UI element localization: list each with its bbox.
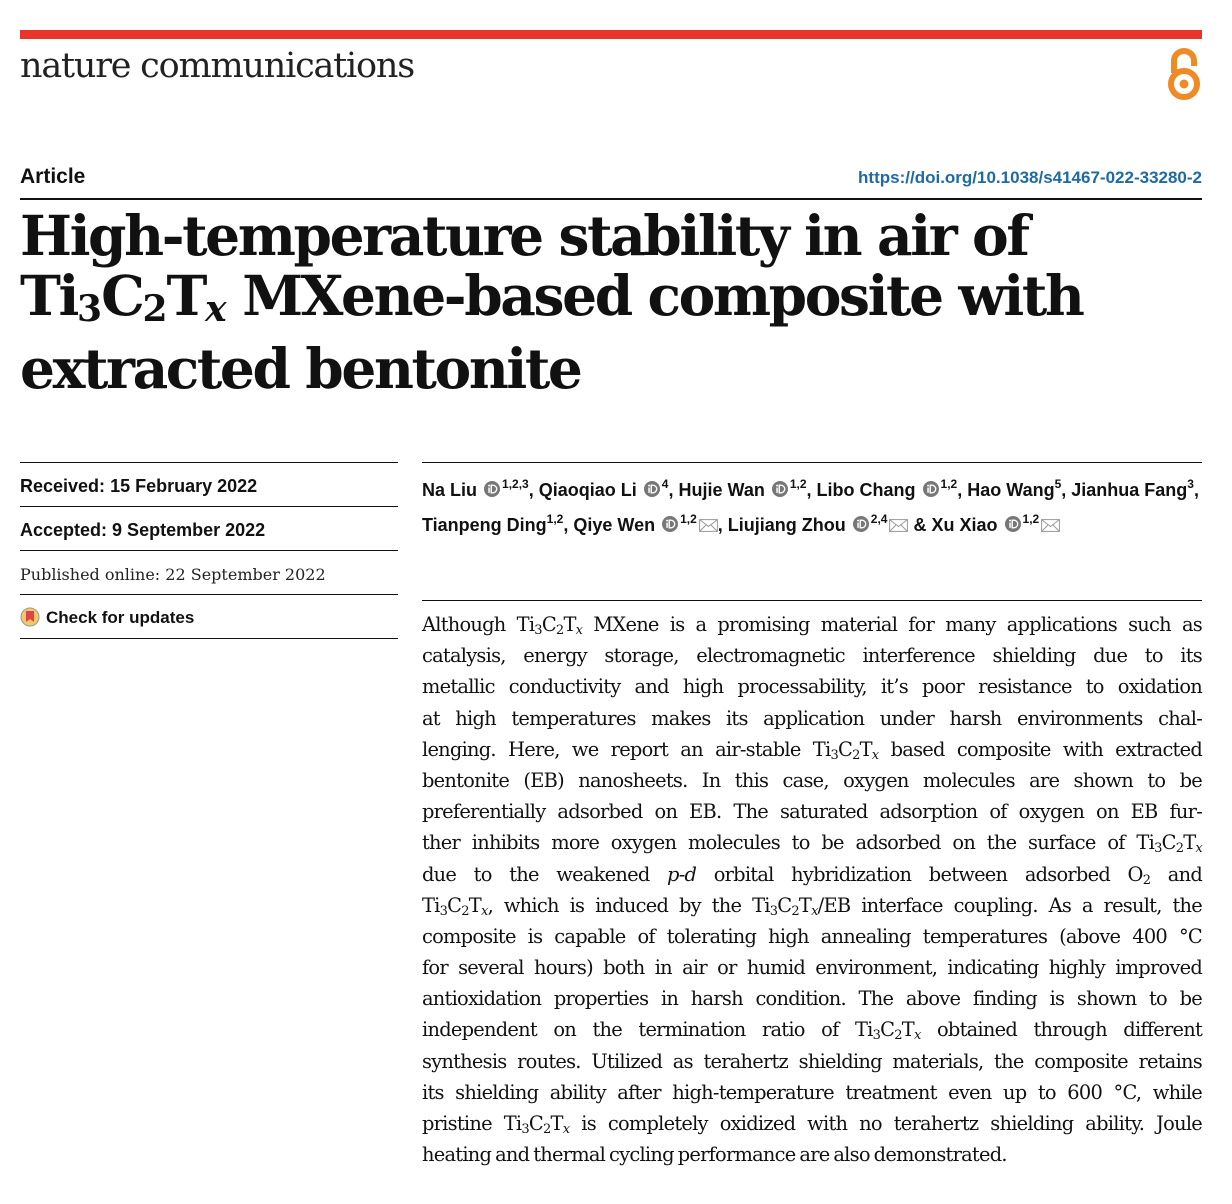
check-for-updates-button[interactable]: Check for updates bbox=[20, 594, 398, 638]
author-affiliation: 2,4 bbox=[870, 512, 888, 526]
author[interactable] bbox=[967, 477, 1062, 500]
abstract-line: independent on the termination ratio of $Ti_3C_2T_x$ obtained through different bbox=[422, 1018, 1202, 1044]
mail-icon[interactable] bbox=[699, 519, 718, 532]
abstract-line: synthesis routes. Utilized as terahertz shielding materials, the composite retains bbox=[422, 1049, 1202, 1073]
mail-icon[interactable] bbox=[889, 519, 908, 532]
author-affiliation: 1,2 bbox=[546, 512, 564, 526]
abstract bbox=[422, 609, 1202, 1170]
author-affiliation: 1,2 bbox=[680, 512, 697, 526]
abstract-line: Although $Ti_3C_2T_x$ MXene is a promising material for many applications such as bbox=[422, 613, 1202, 638]
mail-icon[interactable] bbox=[1041, 519, 1060, 532]
orcid-icon[interactable] bbox=[644, 481, 660, 497]
author-affiliation: 5 bbox=[1054, 477, 1062, 491]
abstract-line: $Ti_3C_2T_x$, which is induced by the $Ti_3C_2T_x/EB$ interface coupling. As a result, the bbox=[422, 893, 1202, 919]
author-name: Qiaoqiao Li bbox=[538, 480, 637, 500]
orcid-icon[interactable] bbox=[484, 481, 500, 497]
author-affiliation: 1,2 bbox=[940, 477, 958, 491]
open-access-icon bbox=[1162, 44, 1206, 104]
accepted-date: Accepted: 9 September 2022 bbox=[20, 506, 398, 550]
author[interactable] bbox=[931, 512, 1061, 535]
abstract-top-rule bbox=[422, 600, 1202, 601]
abstract-line: due to the weakened p-d orbital hybridization between adsorbed $O_2$ and bbox=[422, 862, 1202, 888]
abstract-line: catalysis, energy storage, electromagnetic interference shielding due to its bbox=[422, 644, 1202, 668]
author-name: Libo Chang bbox=[816, 480, 916, 500]
author[interactable] bbox=[816, 477, 958, 500]
authors-top-rule bbox=[422, 462, 1202, 463]
abstract-line: lenging. Here, we report an air-stable $Ti_3C_2T_x$ based composite with extracted bbox=[422, 737, 1202, 763]
author[interactable] bbox=[727, 512, 909, 535]
author[interactable] bbox=[422, 477, 529, 500]
published-date: Published online: 22 September 2022 bbox=[20, 550, 398, 594]
author[interactable] bbox=[538, 477, 669, 500]
author[interactable] bbox=[1071, 477, 1194, 500]
abstract-line: pristine $Ti_3C_2T_x$ is completely oxidized with no terahertz shielding ability. Joule bbox=[422, 1112, 1203, 1137]
dates-bottom-rule bbox=[20, 638, 398, 639]
abstract-line: bentonite (EB) nanosheets. In this case, oxygen molecules are shown to be bbox=[422, 768, 1202, 792]
orcid-icon[interactable] bbox=[772, 481, 788, 497]
author-name: Xu Xiao bbox=[931, 515, 998, 535]
author-affiliation: 1,2 bbox=[1022, 512, 1040, 526]
abstract-line: at high temperatures makes its application under harsh environments chal- bbox=[422, 706, 1202, 730]
abstract-line: its shielding ability after high-temperature treatment even up to 600 °C, while bbox=[422, 1080, 1202, 1104]
author-name: Na Liu bbox=[422, 480, 478, 500]
abstract-line: preferentially adsorbed on EB. The saturated adsorption of oxygen on EB fur- bbox=[422, 800, 1202, 824]
author-name: Hao Wang bbox=[967, 480, 1055, 500]
journal-accent-bar bbox=[20, 30, 1202, 39]
orcid-icon[interactable] bbox=[662, 516, 678, 532]
article-dates bbox=[20, 462, 398, 639]
abstract-line: antioxidation properties in harsh condition. The above finding is shown to be bbox=[422, 987, 1202, 1011]
check-updates-icon bbox=[20, 607, 40, 627]
author[interactable] bbox=[678, 477, 807, 500]
received-date: Received: 15 February 2022 bbox=[20, 462, 398, 506]
orcid-icon[interactable] bbox=[923, 481, 939, 497]
abstract-line: metallic conductivity and high processability, it’s poor resistance to oxidation bbox=[422, 675, 1202, 699]
article-title: High-temperature stability in air of $Ti_3C_2T_x$ MXene-based composite with extracted bentonite bbox=[20, 203, 1083, 401]
author-name: Jianhua Fang bbox=[1071, 480, 1188, 500]
author-name: Tianpeng Ding bbox=[422, 515, 547, 535]
abstract-line: composite is capable of tolerating high annealing temperatures (above 400 °C bbox=[422, 924, 1202, 948]
author[interactable] bbox=[573, 512, 717, 535]
author-affiliation: 1,2,3 bbox=[502, 477, 529, 491]
author-name: Hujie Wan bbox=[678, 480, 765, 500]
author-name: Liujiang Zhou bbox=[727, 515, 846, 535]
author-list: Na Liu $^{1,2,3}$, Qiaoqiao Li $^4$, Hujie Wan $^{1,2}$, Libo Chang $^{1,2}$, Hao Wang$^5$, Jianhua Fang$^3$, Tianpeng Ding$^{1,2}$, Qiye Wen $^{1,2}$ , Liujiang Zhou $^{2,4}$ & Xu Xiao $^{1,2}$ bbox=[422, 477, 1199, 535]
author-affiliation: 4 bbox=[661, 477, 669, 491]
author-affiliation: 1,2 bbox=[789, 477, 807, 491]
orcid-icon[interactable] bbox=[1005, 516, 1021, 532]
author-affiliation: 3 bbox=[1187, 477, 1194, 491]
abstract-line: for several hours) both in air or humid environment, indicating highly improved bbox=[422, 956, 1202, 980]
journal-name[interactable]: nature communications bbox=[20, 46, 415, 86]
doi-link[interactable]: https://doi.org/10.1038/s41467-022-33280-2 bbox=[858, 168, 1202, 187]
author-name: Qiye Wen bbox=[573, 515, 656, 535]
author[interactable] bbox=[422, 512, 564, 535]
abstract-line: heating and thermal cycling performance are also demonstrated. bbox=[422, 1143, 1007, 1167]
abstract-line: ther inhibits more oxygen molecules to be adsorbed on the surface of $Ti_3C_2T_x$ bbox=[422, 831, 1202, 857]
header-divider bbox=[20, 198, 1202, 200]
article-type-label: Article bbox=[20, 165, 86, 188]
orcid-icon[interactable] bbox=[853, 516, 869, 532]
